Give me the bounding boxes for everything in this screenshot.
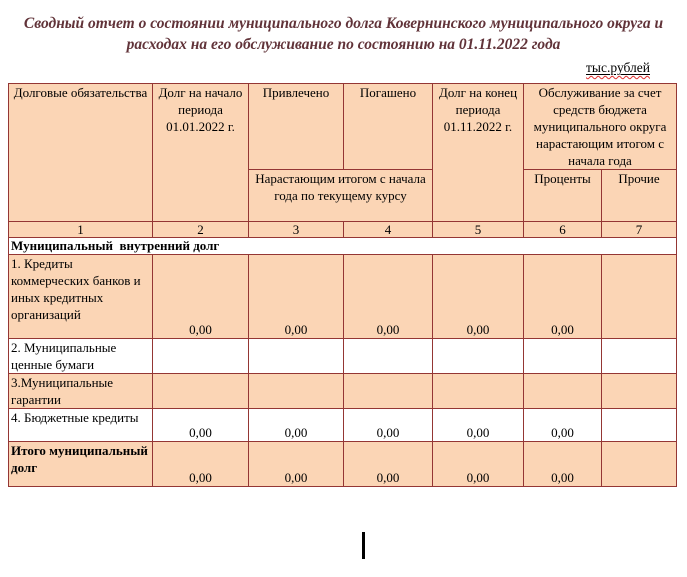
col-number[interactable]: 4 bbox=[344, 222, 433, 238]
header-repaid[interactable]: Погашено bbox=[344, 84, 433, 170]
table-row bbox=[9, 374, 677, 409]
header-other[interactable]: Прочие bbox=[602, 170, 677, 222]
table-row bbox=[9, 255, 677, 339]
header-debt-start[interactable]: Долг на начало периода 01.01.2022 г. bbox=[153, 84, 249, 222]
row-label[interactable]: 3.Муниципальные гарантии bbox=[9, 374, 153, 409]
cell-value[interactable] bbox=[344, 374, 433, 409]
spellcheck-underline bbox=[586, 60, 650, 75]
cell-value[interactable]: 0,00 bbox=[433, 255, 524, 339]
section-row bbox=[9, 238, 677, 255]
header-debt-obligations[interactable]: Долговые обязательства bbox=[9, 84, 153, 222]
cell-value[interactable]: 0,00 bbox=[433, 409, 524, 442]
row-label[interactable]: 4. Бюджетные кредиты bbox=[9, 409, 153, 442]
header-cumulative-sub[interactable]: Нарастающим итогом с начала года по текущему курсу bbox=[249, 170, 433, 222]
col-number[interactable]: 7 bbox=[602, 222, 677, 238]
cell-value[interactable] bbox=[602, 442, 677, 487]
cell-value[interactable] bbox=[433, 374, 524, 409]
header-debt-end[interactable]: Долг на конец периода 01.11.2022 г. bbox=[433, 84, 524, 222]
cell-value[interactable]: 0,00 bbox=[344, 409, 433, 442]
table-row bbox=[9, 339, 677, 374]
table-row bbox=[9, 409, 677, 442]
col-number[interactable]: 6 bbox=[524, 222, 602, 238]
header-interest[interactable]: Проценты bbox=[524, 170, 602, 222]
cell-value[interactable]: 0,00 bbox=[153, 409, 249, 442]
cell-value[interactable] bbox=[602, 374, 677, 409]
cell-value[interactable]: 0,00 bbox=[153, 442, 249, 487]
cell-value[interactable]: 0,00 bbox=[344, 255, 433, 339]
units-line bbox=[0, 60, 687, 76]
cell-value[interactable]: 0,00 bbox=[344, 442, 433, 487]
cell-value[interactable] bbox=[153, 374, 249, 409]
cell-value[interactable] bbox=[524, 374, 602, 409]
cell-value[interactable]: 0,00 bbox=[249, 255, 344, 339]
col-number[interactable]: 2 bbox=[153, 222, 249, 238]
column-numbers-row bbox=[9, 222, 677, 238]
debt-table bbox=[8, 83, 677, 487]
cell-value[interactable]: 0,00 bbox=[524, 409, 602, 442]
row-label[interactable]: Итого муниципальный долг bbox=[9, 442, 153, 487]
cell-value[interactable] bbox=[153, 339, 249, 374]
cell-value[interactable] bbox=[249, 374, 344, 409]
text-cursor bbox=[362, 532, 365, 559]
col-number[interactable]: 1 bbox=[9, 222, 153, 238]
header-servicing[interactable]: Обслуживание за счет средств бюджета муниципального округа нарастающим итогом с начала года bbox=[524, 84, 677, 170]
cell-value[interactable]: 0,00 bbox=[433, 442, 524, 487]
col-number[interactable]: 3 bbox=[249, 222, 344, 238]
document-title: Сводный отчет о состоянии муниципального долга Ковернинского муниципального округа и расходах на его обслуживание по состоянию на 01.11.2022 года bbox=[23, 15, 664, 53]
units-label: тыс.рублей bbox=[586, 60, 650, 75]
cell-value[interactable]: 0,00 bbox=[524, 255, 602, 339]
cell-value[interactable] bbox=[602, 339, 677, 374]
document-page[interactable] bbox=[0, 13, 687, 577]
cell-value[interactable]: 0,00 bbox=[249, 409, 344, 442]
cell-value[interactable]: 0,00 bbox=[153, 255, 249, 339]
cell-value[interactable] bbox=[524, 339, 602, 374]
cell-value[interactable] bbox=[344, 339, 433, 374]
cell-value[interactable] bbox=[602, 255, 677, 339]
cell-value[interactable] bbox=[602, 409, 677, 442]
cell-value[interactable] bbox=[249, 339, 344, 374]
col-number[interactable]: 5 bbox=[433, 222, 524, 238]
header-row-1 bbox=[9, 84, 677, 170]
table-row-total bbox=[9, 442, 677, 487]
section-title[interactable]: Муниципальный внутренний долг bbox=[9, 238, 677, 255]
header-raised[interactable]: Привлечено bbox=[249, 84, 344, 170]
cell-value[interactable]: 0,00 bbox=[524, 442, 602, 487]
cell-value[interactable] bbox=[433, 339, 524, 374]
row-label[interactable]: 1. Кредиты коммерческих банков и иных кредитных организаций bbox=[9, 255, 153, 339]
row-label[interactable]: 2. Муниципальные ценные бумаги bbox=[9, 339, 153, 374]
cell-value[interactable]: 0,00 bbox=[249, 442, 344, 487]
